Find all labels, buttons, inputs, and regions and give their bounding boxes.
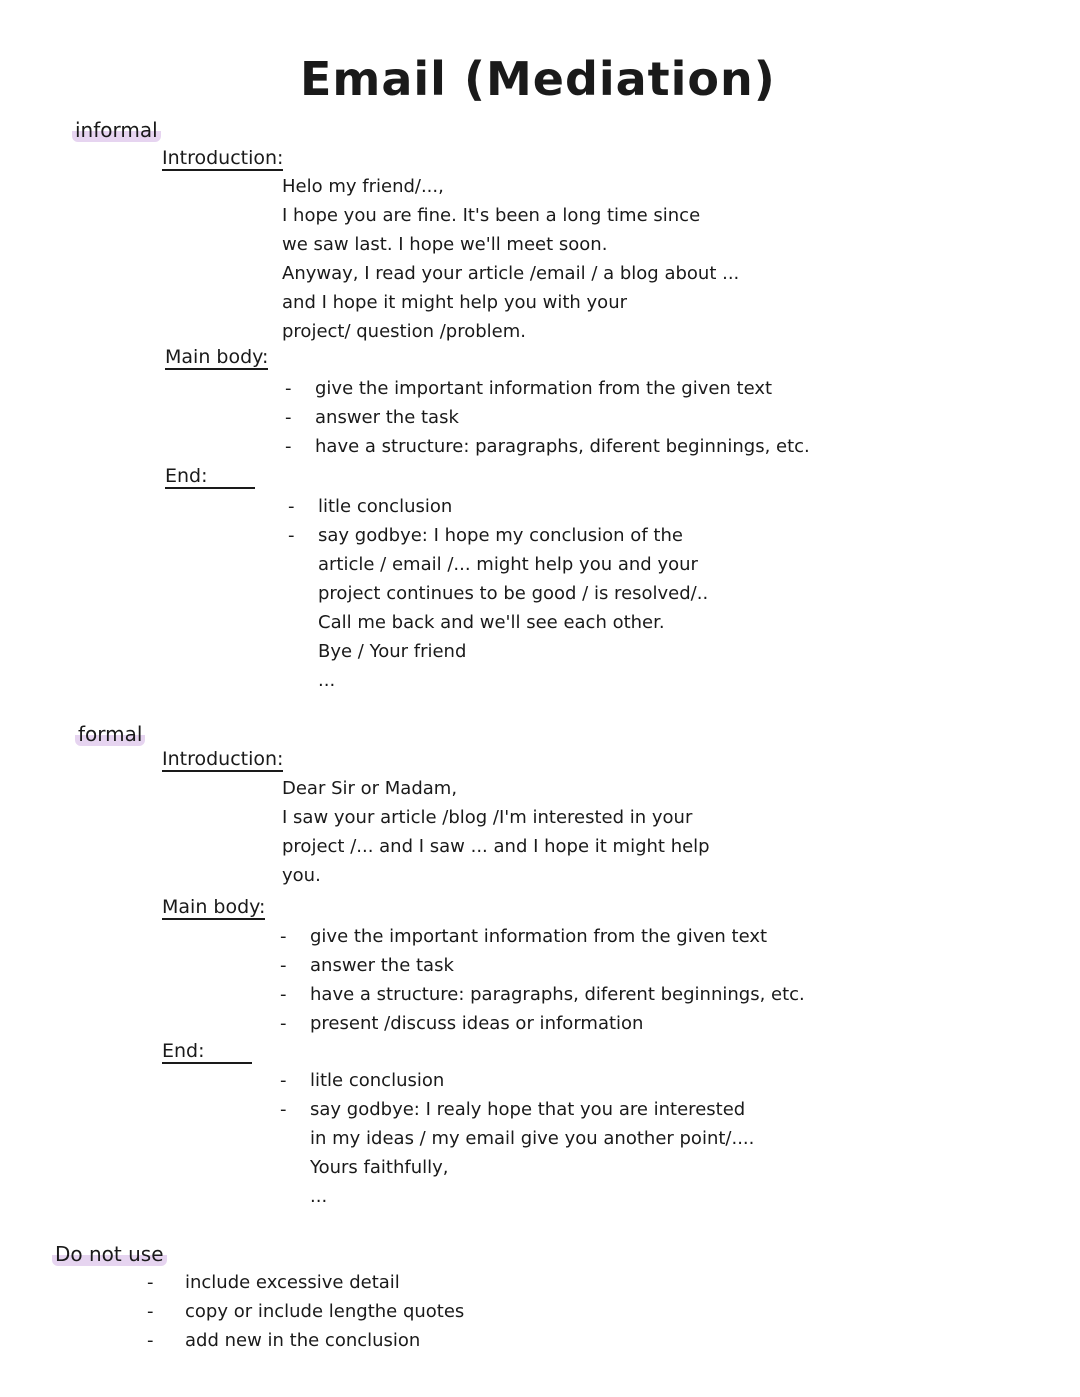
informal-introduction-text: [282, 172, 739, 346]
intro-line: project /... and I saw ... and I hope it might help: [282, 836, 710, 857]
list-item: - say godbye: I hope my conclusion of the: [288, 525, 683, 546]
formal-introduction-text: [282, 774, 710, 890]
list-item: project continues to be good / is resolved/..: [318, 583, 709, 604]
list-item: - include excessive detail: [147, 1272, 400, 1293]
informal-label: informal: [72, 118, 161, 142]
list-item: - copy or include lengthe quotes: [147, 1301, 465, 1322]
formal-main-body-heading: Main body:: [162, 896, 266, 918]
informal-main-body-heading: Main body:: [165, 346, 269, 368]
list-item: Yours faithfully,: [310, 1157, 449, 1178]
intro-line: you.: [282, 865, 321, 886]
list-item: - have a structure: paragraphs, diferent beginnings, etc.: [280, 984, 805, 1005]
list-item: - give the important information from the given text: [280, 926, 768, 947]
formal-main-body-list: [280, 922, 805, 1038]
intro-line: I hope you are fine. It's been a long time since: [282, 205, 701, 226]
intro-line: Dear Sir or Madam,: [282, 778, 458, 799]
intro-line: and I hope it might help you with your: [282, 292, 627, 313]
list-item: - add new in the conclusion: [147, 1330, 421, 1351]
list-item: - give the important information from the given text: [285, 378, 773, 399]
informal-end-heading: End:: [165, 465, 255, 489]
list-item: Call me back and we'll see each other.: [318, 612, 665, 633]
do-not-use-label: Do not use: [52, 1242, 167, 1266]
informal-end-list: [288, 492, 709, 695]
list-item: - say godbye: I realy hope that you are interested: [280, 1099, 746, 1120]
formal-label: formal: [75, 722, 145, 746]
intro-line: we saw last. I hope we'll meet soon.: [282, 234, 608, 255]
list-item: - litle conclusion: [288, 496, 453, 517]
formal-end-list: [280, 1066, 755, 1211]
list-item: - have a structure: paragraphs, diferent beginnings, etc.: [285, 436, 810, 457]
list-item: - answer the task: [285, 407, 459, 428]
list-item: article / email /... might help you and your: [318, 554, 698, 575]
list-item: - answer the task: [280, 955, 454, 976]
intro-line: project/ question /problem.: [282, 321, 527, 342]
intro-line: Anyway, I read your article /email / a blog about ...: [282, 263, 740, 284]
list-item: Bye / Your friend: [318, 641, 467, 662]
list-item: - present /discuss ideas or information: [280, 1013, 644, 1034]
intro-line: Helo my friend/...,: [282, 176, 444, 197]
list-item: - litle conclusion: [280, 1070, 445, 1091]
informal-main-body-list: [285, 374, 810, 461]
do-not-use-list: [147, 1268, 465, 1355]
formal-introduction-heading: Introduction:: [162, 748, 284, 770]
informal-introduction-heading: Introduction:: [162, 147, 284, 169]
formal-end-heading: End:: [162, 1040, 252, 1064]
list-item: ...: [318, 670, 336, 691]
list-item: ...: [310, 1186, 328, 1207]
page-title: Email (Mediation): [300, 52, 776, 106]
intro-line: I saw your article /blog /I'm interested in your: [282, 807, 693, 828]
list-item: in my ideas / my email give you another point/....: [310, 1128, 755, 1149]
